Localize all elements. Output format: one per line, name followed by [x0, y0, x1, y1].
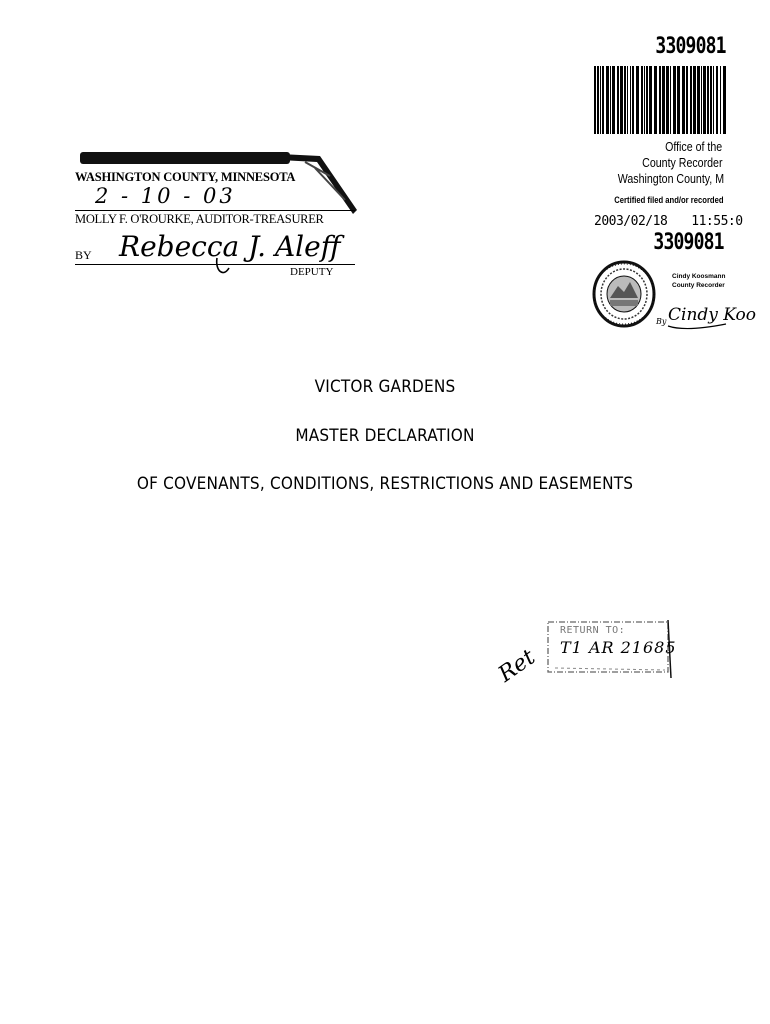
return-to-label: RETURN TO: — [560, 625, 626, 636]
recorder-datetime — [594, 214, 743, 229]
barcode-bar — [701, 66, 702, 134]
barcode-bar — [597, 66, 599, 134]
barcode-bar — [682, 66, 685, 134]
document-number: 3309081 — [653, 230, 724, 255]
auditor-officer: MOLLY F. O'ROURKE, AUDITOR-TREASURER — [75, 212, 324, 226]
barcode-bar — [713, 66, 714, 134]
barcode-bar — [666, 66, 669, 134]
county-seal-icon — [592, 260, 656, 328]
return-to-handwriting: T1 AR 21685 — [560, 638, 677, 657]
recorder-office-line: Office of the — [664, 140, 722, 154]
barcode-bar — [630, 66, 631, 134]
barcode-bar — [617, 66, 619, 134]
barcode-bar — [686, 66, 688, 134]
barcode-bar — [690, 66, 692, 134]
barcode-bar — [703, 66, 706, 134]
barcode-bar — [659, 66, 661, 134]
barcode-bar — [723, 66, 726, 134]
barcode-bar — [624, 66, 626, 134]
barcode-bar — [654, 66, 657, 134]
barcode-bar — [670, 66, 671, 134]
auditor-date-handwritten: 2 - 10 - 03 — [95, 184, 236, 208]
barcode-bar — [662, 66, 665, 134]
barcode-bar — [720, 66, 721, 134]
barcode-bar — [610, 66, 611, 134]
county-recorder-block — [586, 32, 770, 326]
barcode-bar — [620, 66, 623, 134]
recorder-name-line2: County Recorder — [672, 282, 725, 289]
barcode-bar — [627, 66, 628, 134]
auditor-treasurer-stamp — [75, 148, 365, 283]
document-subtitle: MASTER DECLARATION — [295, 426, 475, 446]
barcode-bar — [677, 66, 680, 134]
recorder-signature — [656, 296, 756, 336]
barcode-bar — [673, 66, 676, 134]
return-initials-text: Ret — [494, 644, 540, 688]
recorder-county-line: County Recorder — [641, 156, 722, 170]
return-initials — [494, 634, 550, 686]
barcode-bar — [606, 66, 609, 134]
recorder-name — [672, 272, 725, 290]
barcode-bar — [594, 66, 596, 134]
barcode-bar — [644, 66, 645, 134]
barcode-bar — [602, 66, 604, 134]
barcode-bar — [612, 66, 615, 134]
barcode-bar — [632, 66, 634, 134]
recorder-time: 11:55:0 — [691, 214, 743, 229]
recorder-signature-prefix: By — [656, 317, 667, 326]
barcode-bar — [641, 66, 643, 134]
auditor-county: WASHINGTON COUNTY, MINNESOTA — [75, 170, 296, 184]
auditor-deputy-label: DEPUTY — [290, 266, 334, 278]
recorder-name-line1: Cindy Koosmann — [672, 273, 726, 280]
recorder-signature-text: Cindy Koo — [668, 305, 756, 325]
barcode-bar — [649, 66, 652, 134]
redaction-bar — [80, 152, 290, 164]
recorder-certified-line: Certified filed and/or recorded — [614, 195, 724, 205]
barcode-bar — [716, 66, 718, 134]
auditor-signature-underline — [75, 264, 355, 265]
recorder-washington-line: Washington County, M — [617, 172, 724, 186]
barcode-bar — [600, 66, 601, 134]
auditor-by-label: BY — [75, 248, 92, 262]
barcode-bar — [710, 66, 712, 134]
auditor-date-underline — [75, 210, 355, 211]
document-number-top: 3309081 — [655, 34, 726, 59]
document-title: VICTOR GARDENS — [314, 377, 456, 397]
barcode-bar — [693, 66, 696, 134]
barcode — [594, 66, 730, 134]
barcode-bar — [646, 66, 648, 134]
barcode-bar — [697, 66, 700, 134]
recorder-date: 2003/02/18 — [594, 214, 668, 229]
auditor-signature-text: Rebecca J. Aleff — [119, 230, 341, 263]
barcode-bar — [636, 66, 639, 134]
document-subtitle-2: OF COVENANTS, CONDITIONS, RESTRICTIONS AND EASEMENTS — [136, 474, 634, 494]
barcode-bar — [707, 66, 709, 134]
